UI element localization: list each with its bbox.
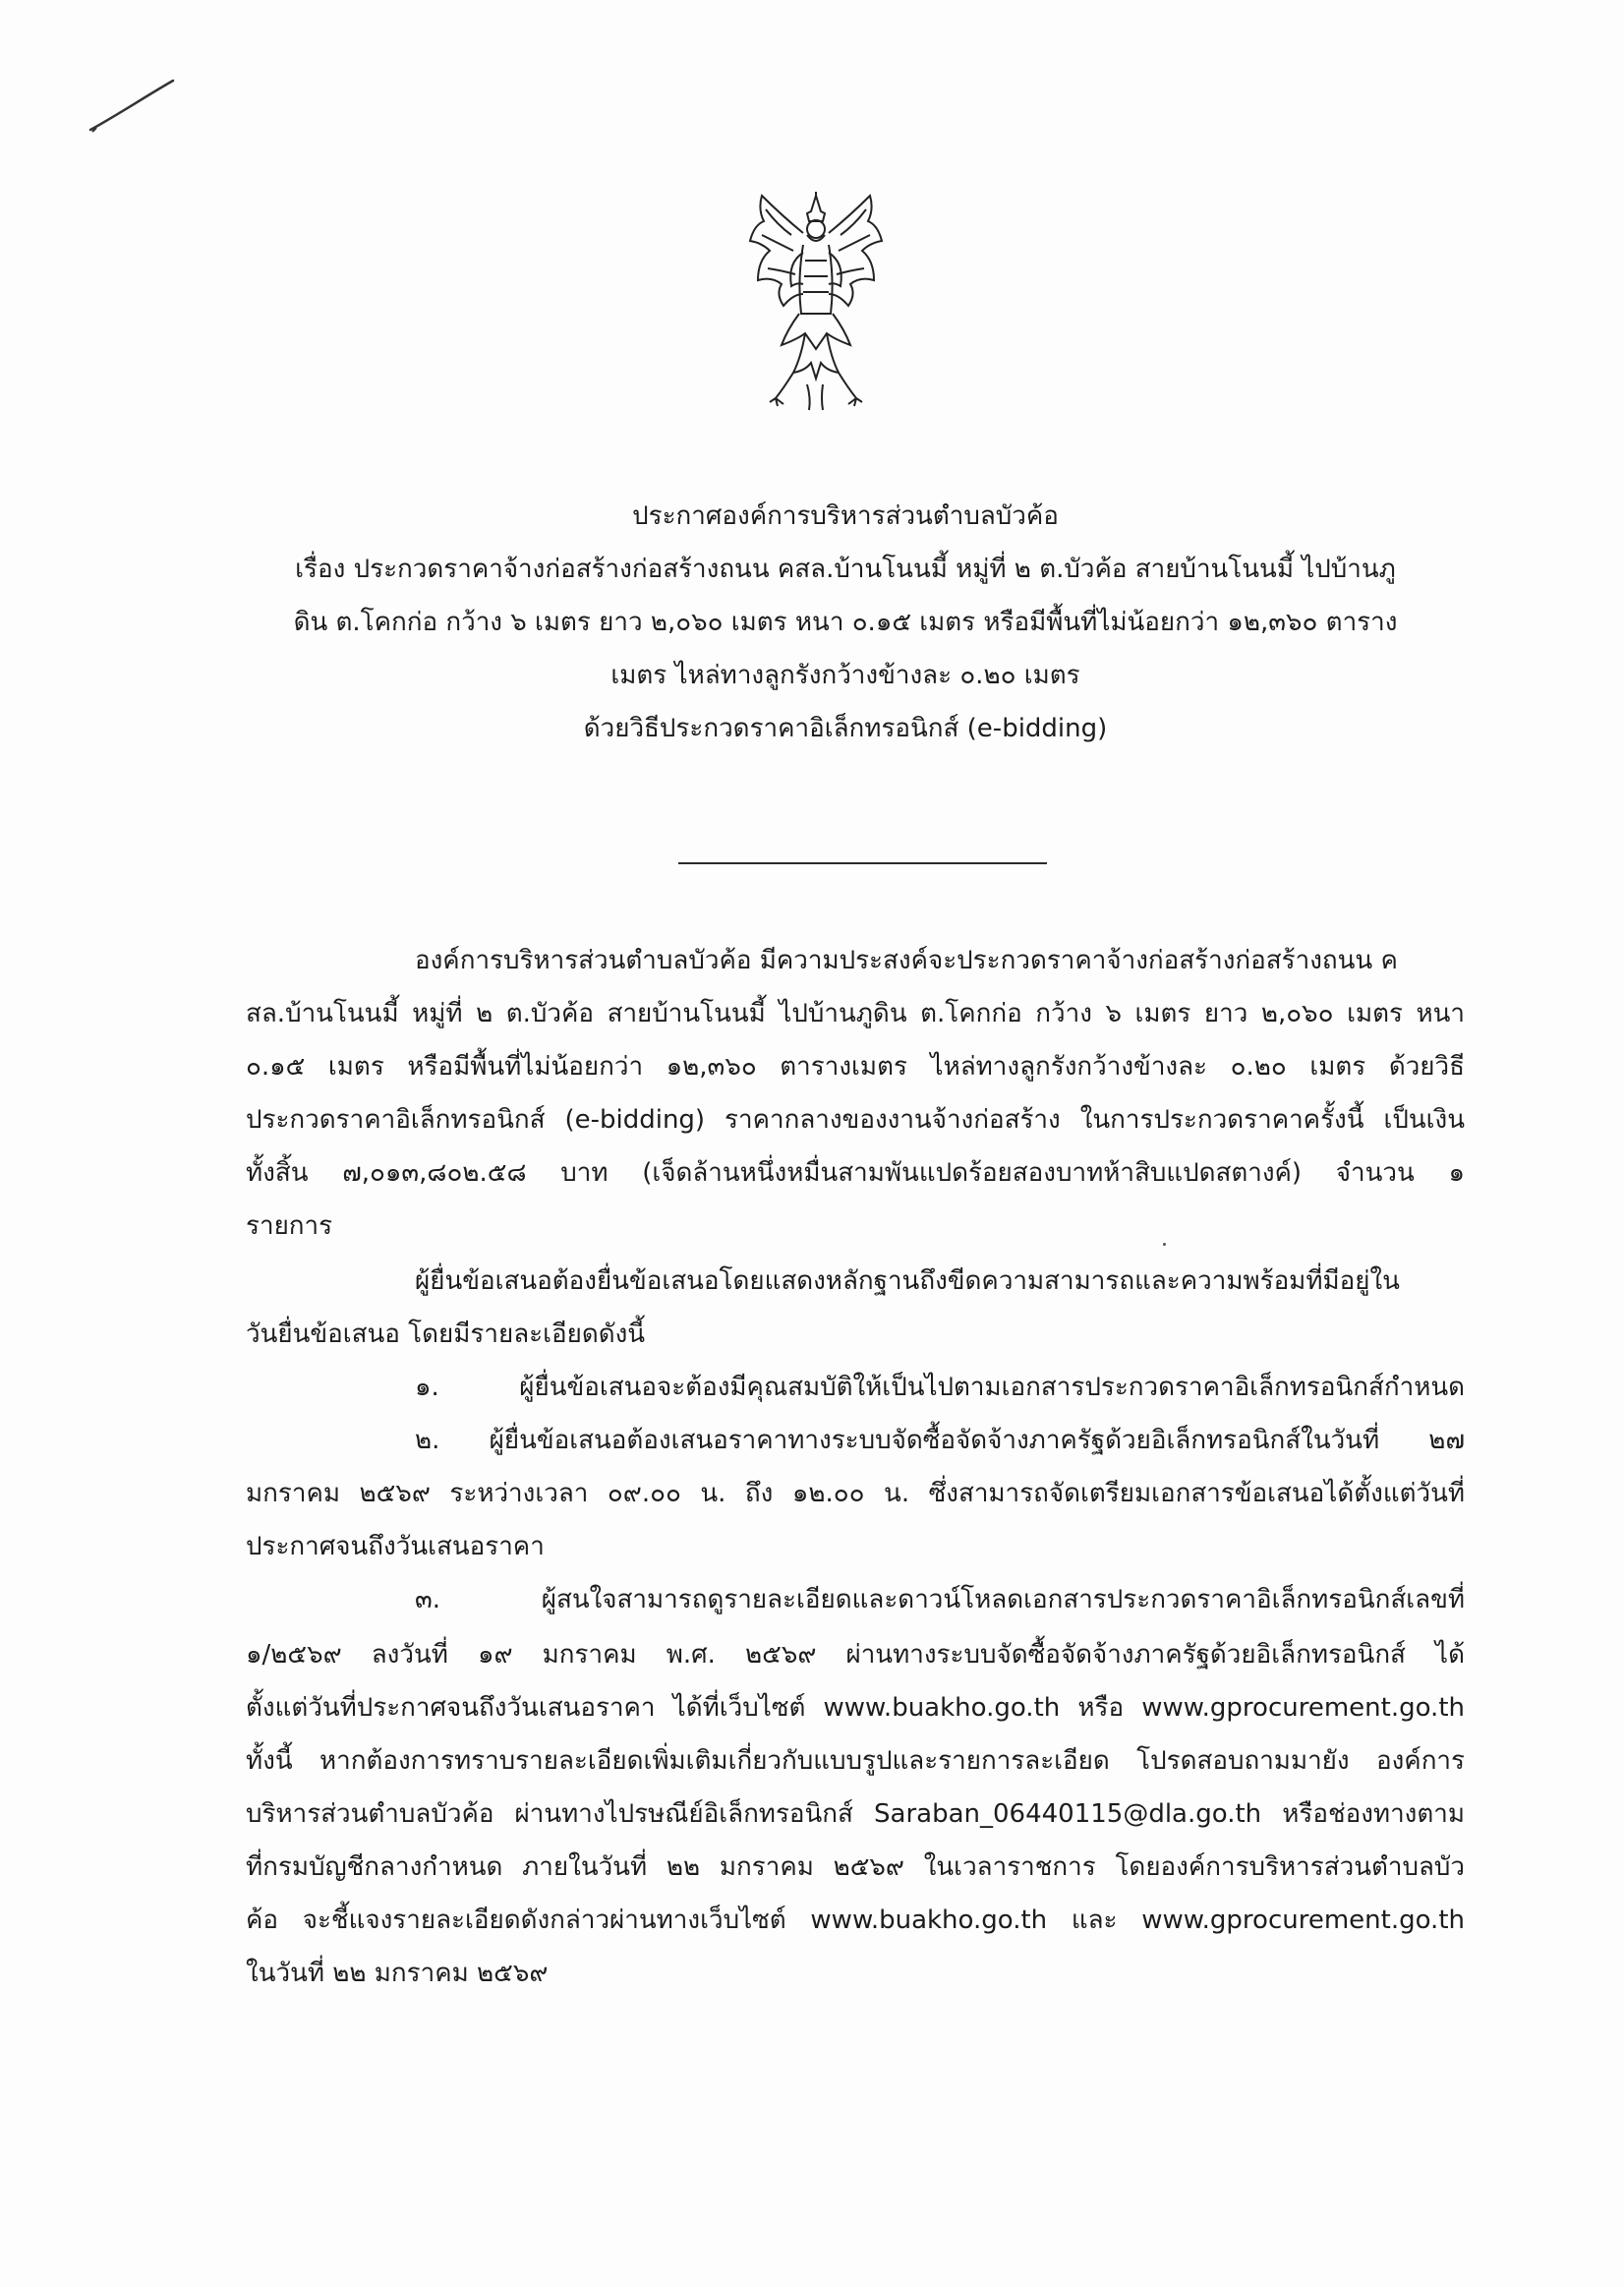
body-line: รายการ: [246, 1211, 333, 1241]
body-line: ทั้งสิ้น ๗,๐๑๓,๘๐๒.๕๘ บาท (เจ็ดล้านหนึ่งหมื่นสามพันแปดร้อยสองบาทห้าสิบแปดสตางค์) จำนวน ๑: [246, 1158, 1465, 1188]
body-line: วันยื่นข้อเสนอ โดยมีรายละเอียดดังนี้: [246, 1319, 646, 1349]
body-line: ๑. ผู้ยื่นข้อเสนอจะต้องมีคุณสมบัติให้เป็นไปตามเอกสารประกวดราคาอิเล็กทรอนิกส์กำหนด: [415, 1373, 1465, 1402]
body-line: ตั้งแต่วันที่ประกาศจนถึงวันเสนอราคา ได้ที่เว็บไซต์ www.buakho.go.th หรือ www.gprocurement.go.th: [246, 1693, 1465, 1723]
body-line: ๓. ผู้สนใจสามารถดูรายละเอียดและดาวน์โหลดเอกสารประกวดราคาอิเล็กทรอนิกส์เลขที่: [415, 1585, 1465, 1614]
body-line: ๑/๒๕๖๙ ลงวันที่ ๑๙ มกราคม พ.ศ. ๒๕๖๙ ผ่านทางระบบจัดซื้อจัดจ้างภาครัฐด้วยอิเล็กทรอนิกส์ ได้: [246, 1640, 1465, 1670]
pen-mark: [87, 77, 177, 136]
body-line: ในวันที่ ๒๒ มกราคม ๒๕๖๙: [246, 1959, 549, 1988]
scan-speck: [1163, 1243, 1166, 1246]
title-line-4: เมตร ไหล่ทางลูกรังกว้างข้างละ ๐.๒๐ เมตร: [610, 661, 1080, 690]
body-line: บริหารส่วนตำบลบัวค้อ ผ่านทางไปรษณีย์อิเล็กทรอนิกส์ Saraban_06440115@dla.go.th หรือช่องทางตาม: [246, 1799, 1465, 1829]
body-line: ๒. ผู้ยื่นข้อเสนอต้องเสนอราคาทางระบบจัดซื้อจัดจ้างภาครัฐด้วยอิเล็กทรอนิกส์ในวันที่ ๒๗: [415, 1426, 1465, 1455]
body-line: ๐.๑๕ เมตร หรือมีพื้นที่ไม่น้อยกว่า ๑๒,๓๖๐ ตารางเมตร ไหล่ทางลูกรังกว้างข้างละ ๐.๒๐ เมตร ด้วยวิธี: [246, 1052, 1465, 1082]
body-line: ประกาศจนถึงวันเสนอราคา: [246, 1532, 545, 1561]
title-line-5: ด้วยวิธีประกวดราคาอิเล็กทรอนิกส์ (e-bidding): [583, 714, 1108, 743]
body-line: ที่กรมบัญชีกลางกำหนด ภายในวันที่ ๒๒ มกราคม ๒๕๖๙ ในเวลาราชการ โดยองค์การบริหารส่วนตำบลบัว: [246, 1852, 1465, 1882]
title-line-1: ประกาศองค์การบริหารส่วนตำบลบัวค้อ: [632, 501, 1059, 531]
body-line: สล.บ้านโนนมี้ หมู่ที่ ๒ ต.บัวค้อ สายบ้านโนนมี้ ไปบ้านภูดิน ต.โคกก่อ กว้าง ๖ เมตร ยาว ๒,๐๖๐ เมตร หนา: [246, 999, 1465, 1028]
body-line: ประกวดราคาอิเล็กทรอนิกส์ (e-bidding) ราคากลางของงานจ้างก่อสร้าง ในการประกวดราคาครั้งนี้ เป็นเงิน: [246, 1105, 1465, 1135]
body-line: องค์การบริหารส่วนตำบลบัวค้อ มีความประสงค์จะประกวดราคาจ้างก่อสร้างก่อสร้างถนน ค: [415, 946, 1398, 975]
title-divider: [678, 862, 1047, 864]
body-line: มกราคม ๒๕๖๙ ระหว่างเวลา ๐๙.๐๐ น. ถึง ๑๒.๐๐ น. ซึ่งสามารถจัดเตรียมเอกสารข้อเสนอได้ตั้งแต่วันที่: [246, 1479, 1465, 1508]
garuda-emblem: [748, 192, 884, 413]
body-line: ค้อ จะชี้แจงรายละเอียดดังกล่าวผ่านทางเว็บไซต์ www.buakho.go.th และ www.gprocurement.go.th: [246, 1906, 1465, 1935]
title-line-2: เรื่อง ประกวดราคาจ้างก่อสร้างก่อสร้างถนน คสล.บ้านโนนมี้ หมู่ที่ ๒ ต.บัวค้อ สายบ้านโนนมี้ ไปบ้านภู: [295, 555, 1396, 584]
title-line-3: ดิน ต.โคกก่อ กว้าง ๖ เมตร ยาว ๒,๐๖๐ เมตร หนา ๐.๑๕ เมตร หรือมีพื้นที่ไม่น้อยกว่า ๑๒,๓๖๐ ตาราง: [293, 608, 1398, 637]
body-line: ทั้งนี้ หากต้องการทราบรายละเอียดเพิ่มเติมเกี่ยวกับแบบรูปและรายการละเอียด โปรดสอบถามมายัง องค์การ: [246, 1746, 1465, 1776]
announcement-title: [226, 490, 1465, 755]
body-line: ผู้ยื่นข้อเสนอต้องยื่นข้อเสนอโดยแสดงหลักฐานถึงขีดความสามารถและความพร้อมที่มีอยู่ใน: [415, 1266, 1400, 1296]
